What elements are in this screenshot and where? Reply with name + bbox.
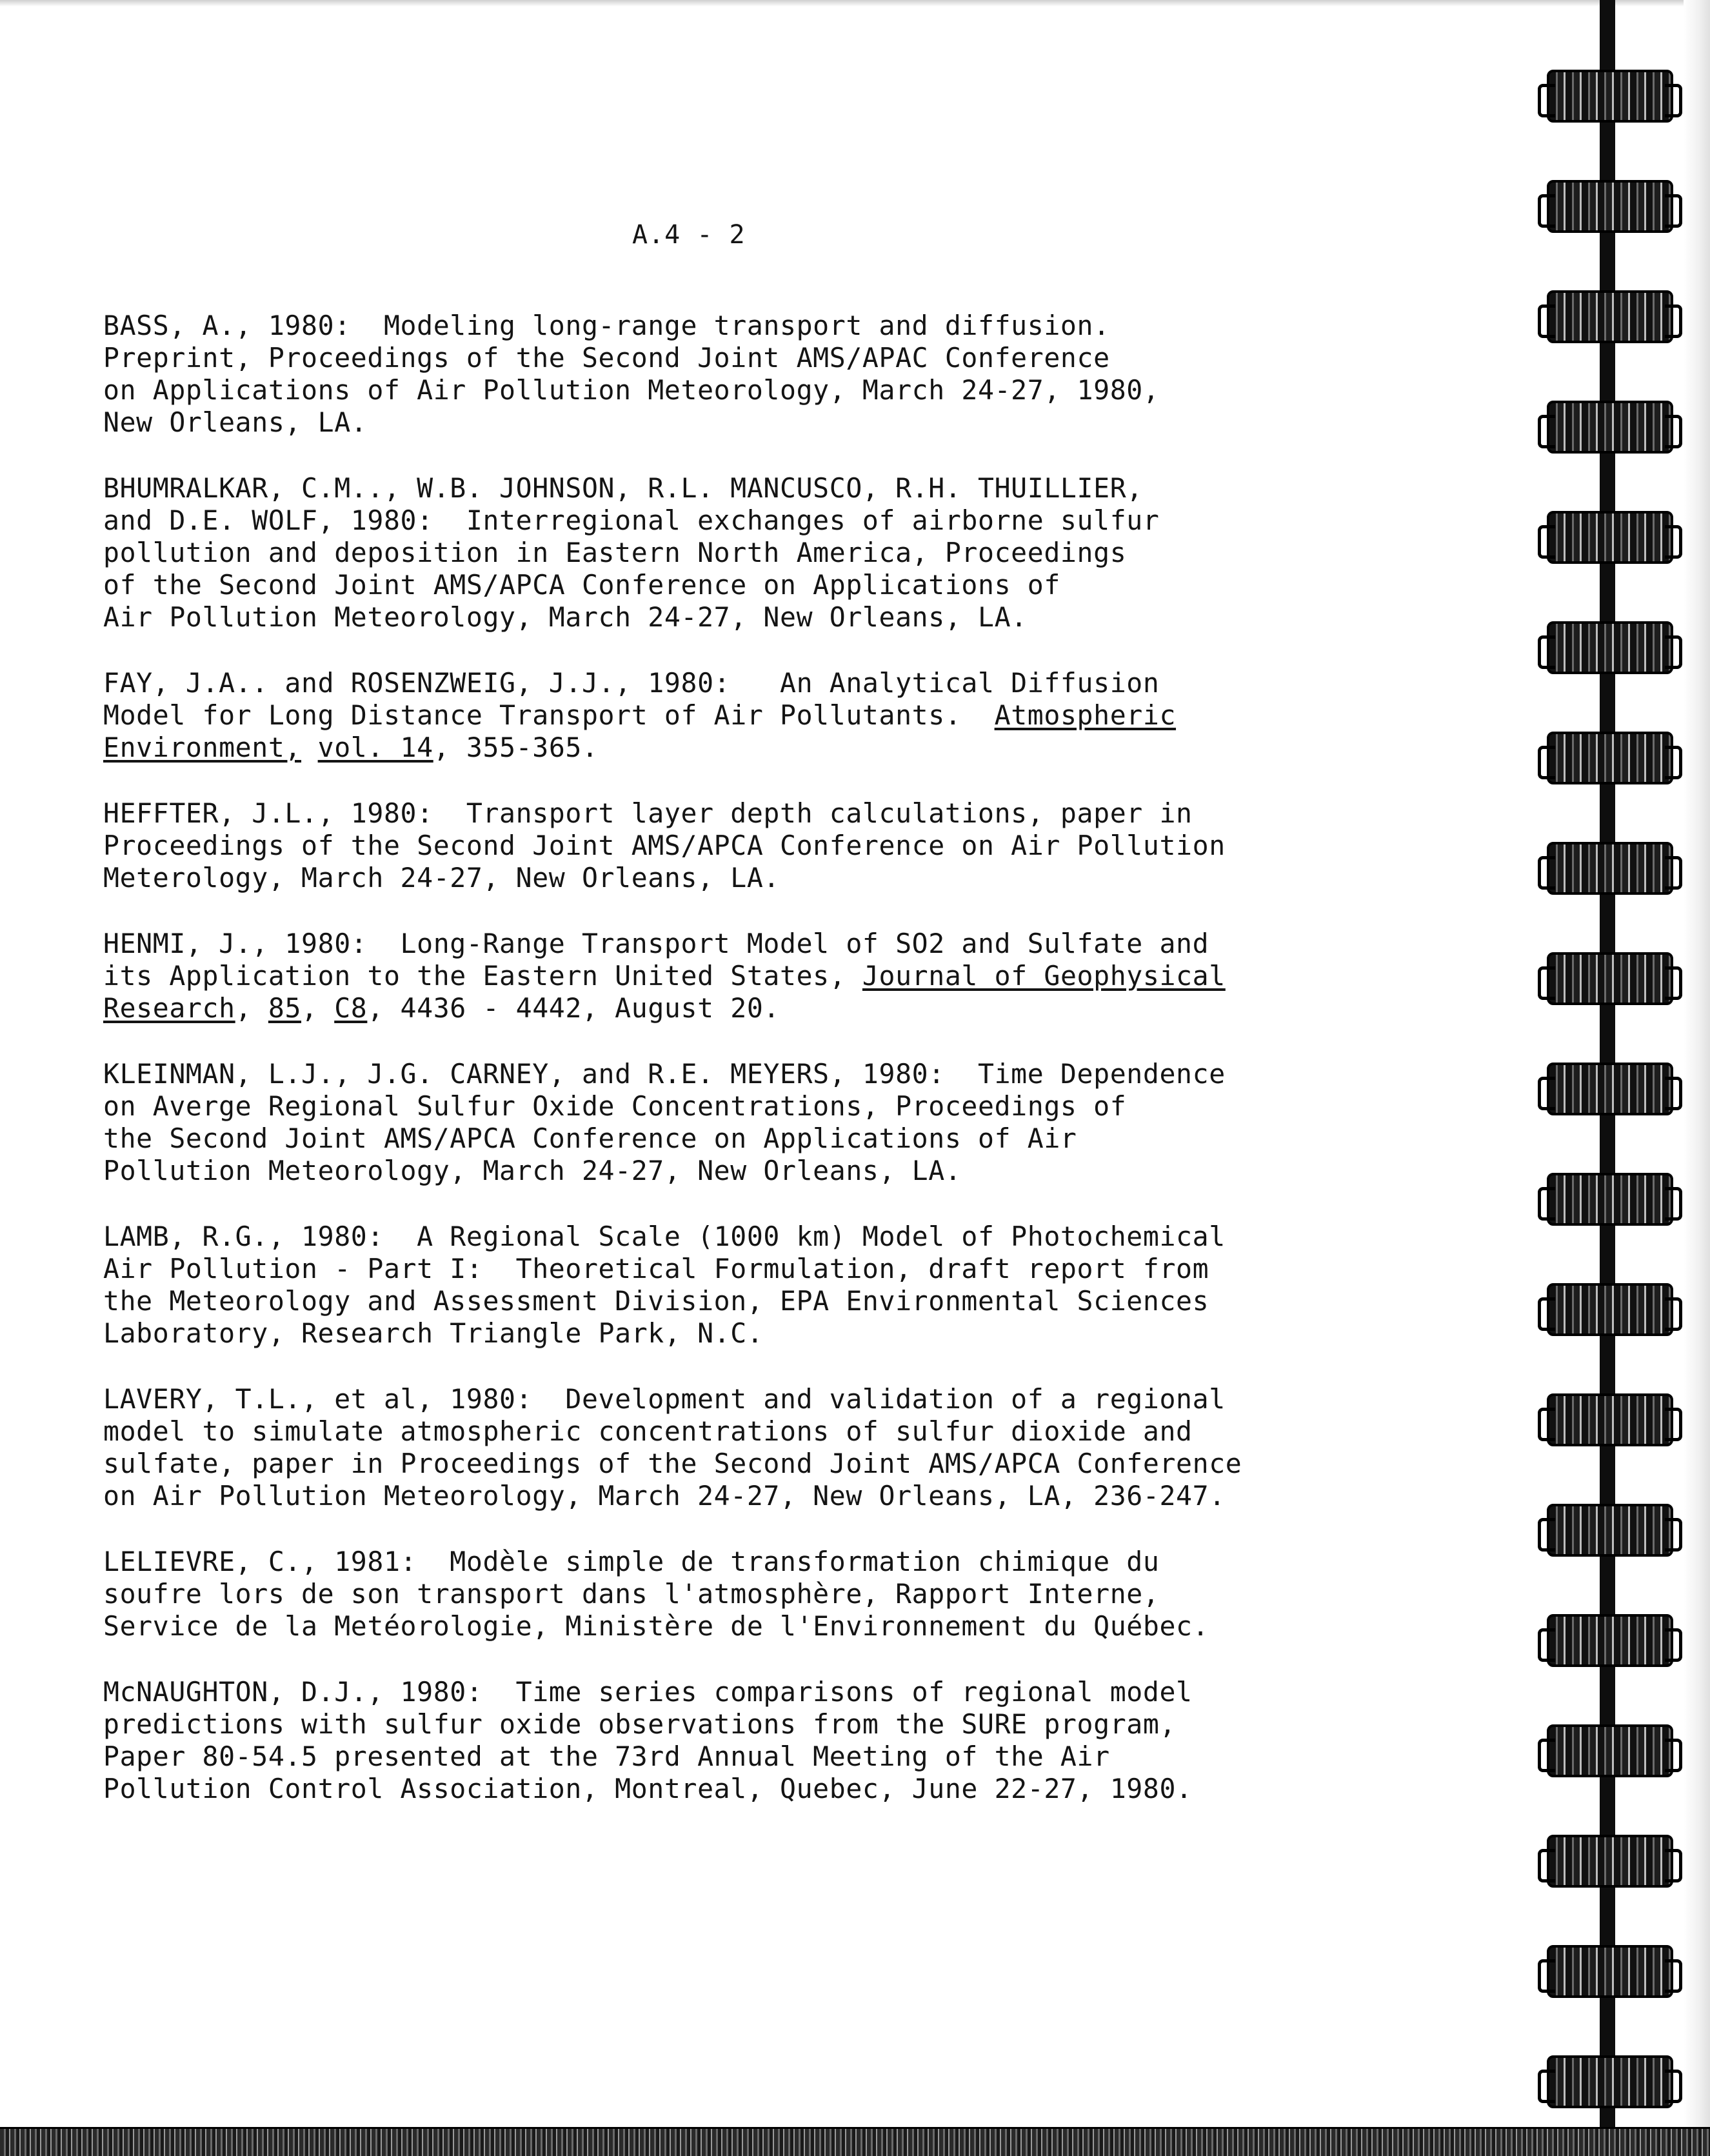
reference-line: Paper 80-54.5 presented at the 73rd Annual Meeting of the Air (103, 1741, 1110, 1772)
binding-coil (1547, 1393, 1673, 1446)
binding-coil (1547, 2055, 1673, 2108)
reference-entry-henmi (103, 928, 1458, 1024)
binding-coil (1547, 1504, 1673, 1557)
reference-line: HEFFTER, J.L., 1980: Transport layer depth calculations, paper in (103, 797, 1193, 829)
journal-title-underlined: Environment, (103, 732, 302, 763)
binding-coil (1547, 1945, 1673, 1998)
binding-margin (1684, 0, 1710, 2156)
reference-line: on Averge Regional Sulfur Oxide Concentrations, Proceedings of (103, 1090, 1127, 1122)
reference-text: , 355-365. (433, 732, 599, 763)
reference-entry-kleinman (103, 1058, 1458, 1187)
reference-entry-lavery (103, 1383, 1458, 1512)
reference-entry-bass (103, 310, 1458, 439)
reference-line: and D.E. WOLF, 1980: Interregional exchanges of airborne sulfur (103, 504, 1160, 536)
volume-underlined: 85 (268, 992, 302, 1024)
reference-line (103, 732, 1458, 764)
reference-line: Pollution Meteorology, March 24-27, New Orleans, LA. (103, 1155, 962, 1186)
volume-underlined: vol. 14 (317, 732, 433, 763)
reference-line: KLEINMAN, L.J., J.G. CARNEY, and R.E. MEYERS, 1980: Time Dependence (103, 1058, 1226, 1090)
reference-entry-bhumralkar (103, 472, 1458, 634)
binding-coil (1547, 1283, 1673, 1336)
page-bottom-edge (0, 2127, 1710, 2156)
binding-coil (1547, 1063, 1673, 1115)
journal-title-underlined: Journal of Geophysical (862, 960, 1226, 992)
reference-line: on Air Pollution Meteorology, March 24-27, New Orleans, LA, 236-247. (103, 1480, 1226, 1512)
reference-entry-lamb (103, 1221, 1458, 1350)
binding-coil (1547, 621, 1673, 674)
reference-line: model to simulate atmospheric concentrations of sulfur dioxide and (103, 1415, 1193, 1447)
reference-line: pollution and deposition in Eastern North America, Proceedings (103, 537, 1127, 568)
reference-text: , (235, 992, 268, 1024)
reference-line: BHUMRALKAR, C.M.., W.B. JOHNSON, R.L. MANCUSCO, R.H. THUILLIER, (103, 472, 1143, 504)
reference-text (301, 732, 318, 763)
reference-line: Service de la Metéorologie, Ministère de l'Environnement du Québec. (103, 1610, 1209, 1642)
reference-line: New Orleans, LA. (103, 406, 368, 438)
binding-coil (1547, 290, 1673, 343)
reference-line: sulfate, paper in Proceedings of the Second Joint AMS/APCA Conference (103, 1448, 1242, 1479)
reference-line: Laboratory, Research Triangle Park, N.C. (103, 1317, 764, 1349)
reference-text: , 4436 - 4442, August 20. (367, 992, 780, 1024)
reference-line (103, 992, 1458, 1024)
binding-coil (1547, 401, 1673, 454)
binding-coil (1547, 952, 1673, 1005)
reference-line: LAMB, R.G., 1980: A Regional Scale (1000 km) Model of Photochemical (103, 1221, 1226, 1252)
binding-coil (1547, 511, 1673, 564)
page-number: A.4 - 2 (632, 220, 746, 250)
reference-line: LELIEVRE, C., 1981: Modèle simple de transformation chimique du (103, 1546, 1160, 1577)
binding-coil (1547, 732, 1673, 784)
reference-line: Air Pollution - Part I: Theoretical Formulation, draft report from (103, 1253, 1209, 1284)
journal-title-underlined: Atmospheric (994, 699, 1177, 731)
reference-line: LAVERY, T.L., et al, 1980: Development and validation of a regional (103, 1383, 1226, 1415)
reference-line: Proceedings of the Second Joint AMS/APCA Conference on Air Pollution (103, 830, 1226, 861)
reference-line: FAY, J.A.. and ROSENZWEIG, J.J., 1980: An Analytical Diffusion (103, 667, 1160, 699)
binding-coil (1547, 1724, 1673, 1777)
reference-entry-heffter (103, 797, 1458, 894)
reference-line: Preprint, Proceedings of the Second Joint AMS/APAC Conference (103, 342, 1110, 374)
reference-line: BASS, A., 1980: Modeling long-range transport and diffusion. (103, 310, 1110, 341)
reference-line (103, 960, 1458, 992)
reference-entry-fay (103, 667, 1458, 764)
issue-underlined: C8 (334, 992, 368, 1024)
binding-coil (1547, 1835, 1673, 1888)
reference-line: the Meteorology and Assessment Division, EPA Environmental Sciences (103, 1285, 1209, 1317)
binding-coil (1547, 1614, 1673, 1667)
reference-line: soufre lors de son transport dans l'atmosphère, Rapport Interne, (103, 1578, 1160, 1610)
reference-line: predictions with sulfur oxide observations from the SURE program, (103, 1708, 1177, 1740)
reference-text: its Application to the Eastern United States, (103, 960, 862, 992)
reference-line: Air Pollution Meteorology, March 24-27, New Orleans, LA. (103, 601, 1028, 633)
binding-coil (1547, 1173, 1673, 1226)
reference-entry-lelievre (103, 1546, 1458, 1642)
binding-coil (1547, 842, 1673, 895)
reference-text: Model for Long Distance Transport of Air Pollutants. (103, 699, 995, 731)
reference-list (103, 310, 1458, 1839)
journal-title-underlined: Research (103, 992, 235, 1024)
reference-line: McNAUGHTON, D.J., 1980: Time series comparisons of regional model (103, 1676, 1193, 1708)
reference-line: of the Second Joint AMS/APCA Conference on Applications of (103, 569, 1060, 601)
reference-line: Pollution Control Association, Montreal, Quebec, June 22-27, 1980. (103, 1773, 1193, 1804)
reference-line: the Second Joint AMS/APCA Conference on Applications of Air (103, 1123, 1077, 1154)
binding-coil (1547, 70, 1673, 123)
reference-line: HENMI, J., 1980: Long-Range Transport Model of SO2 and Sulfate and (103, 928, 1209, 959)
reference-line: Meterology, March 24-27, New Orleans, LA. (103, 862, 780, 893)
reference-line: on Applications of Air Pollution Meteorology, March 24-27, 1980, (103, 374, 1160, 406)
reference-line (103, 699, 1458, 732)
page-top-edge (0, 0, 1710, 6)
reference-entry-mcnaughton (103, 1676, 1458, 1805)
reference-text: , (301, 992, 335, 1024)
binding-coil (1547, 180, 1673, 233)
